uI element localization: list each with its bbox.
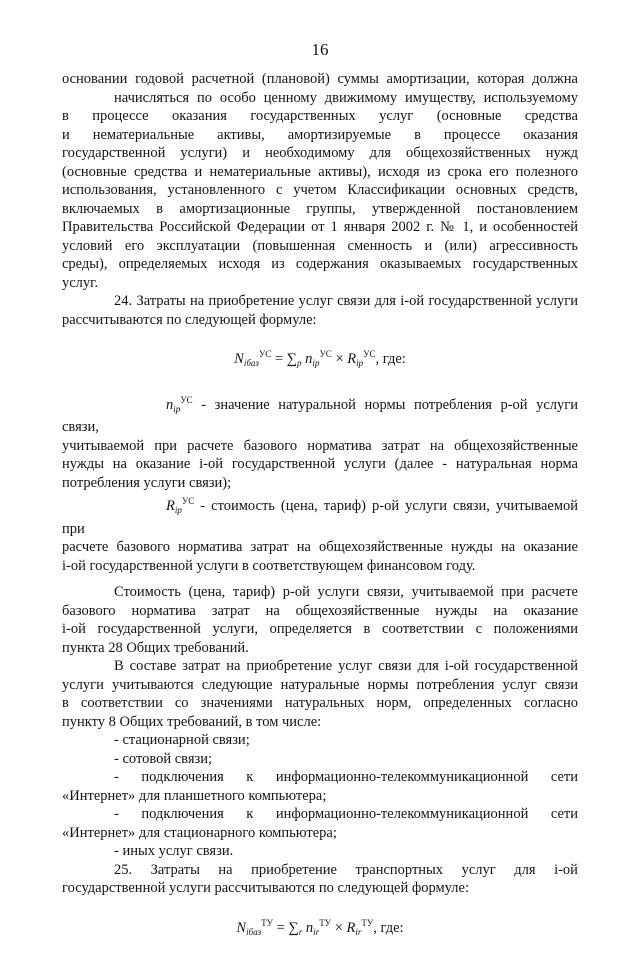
formula-transport (62, 914, 578, 942)
text-line: рассчитываются по следующей формуле: (62, 311, 317, 328)
text-line: услуги учитываются следующие натуральные нормы потребления услуг связи (62, 676, 578, 693)
text-line: среды), определяемых исходя из содержания оказываемых государственных (62, 256, 578, 272)
formula-subscript: ip (173, 403, 181, 414)
formula-superscript: УС (319, 349, 332, 359)
formula-symbol: N (236, 919, 247, 936)
formula-symbol: N (234, 351, 244, 367)
formula-superscript: УС (363, 349, 376, 359)
definition-natural-norm (62, 391, 578, 493)
text-line: i-ой государственной услуги в соответствующем финансовом году. (62, 557, 476, 574)
text-line: включаемых в амортизационные группы, утвержденной постановлением (62, 200, 578, 217)
text-line: учитываемой при расчете базового норматива затрат на общехозяйственные (62, 437, 578, 454)
text-span: - (114, 806, 119, 822)
formula-subscript: r (298, 926, 303, 937)
text-span: - стоимость (цена, тариф) p-ой услуги связи, учитываемой при (62, 498, 578, 537)
definition-first-line (62, 492, 578, 538)
paragraph-25 (62, 861, 578, 898)
text-line: базового норматива затрат на общехозяйственные нужды на оказание (62, 602, 578, 619)
list-item: - стационарной связи; (114, 732, 250, 748)
text-span: услуг (461, 861, 496, 878)
text-line: услуг. (62, 274, 99, 291)
text-line: условий его эксплуатации (повышенная сменность и (или) агрессивность (62, 237, 578, 254)
text-line: 24. Затраты на приобретение услуг связи для i-ой государственной услуги (114, 293, 578, 309)
document-body (62, 70, 578, 959)
formula-symbol: R (347, 351, 357, 367)
list-item: - сотовой связи; (114, 750, 213, 767)
times-sign: × (335, 351, 344, 367)
list-item: - иных услуг связи. (114, 843, 234, 859)
text-line: в соответствии со значениями натуральных норм, определенных согласно (62, 695, 578, 711)
paragraph-composition (62, 657, 578, 731)
text-line: Стоимость (цена, тариф) p-ой услуги связи, учитываемой при расчете (114, 584, 578, 600)
formula-subscript: ir (313, 926, 320, 937)
text-line: «Интернет» для стационарного компьютера; (62, 824, 337, 841)
formula-subscript: ip (312, 358, 320, 368)
formula-superscript: УС (258, 349, 272, 359)
text-span: подключения (141, 806, 224, 822)
times-sign: × (334, 919, 343, 936)
paragraph-24 (62, 292, 578, 329)
formula-superscript: ТУ (261, 917, 273, 928)
formula-subscript: iбаз (243, 358, 259, 368)
formula-subscript: iбаз (246, 926, 262, 937)
definition-cost (62, 492, 578, 575)
formula-communication (62, 345, 578, 373)
text-line (62, 861, 578, 880)
text-line: потребления услуги связи); (62, 474, 232, 491)
text-line: государственной услуги) и необходимому для общехозяйственных нужд (62, 145, 578, 161)
page-number: 16 (311, 40, 329, 59)
formula-symbol: R (166, 498, 175, 514)
definition-first-line (62, 391, 578, 437)
text-line: пункту 8 Общих требований, в том числе: (62, 713, 322, 730)
text-span: 25. (114, 861, 133, 878)
sum-sign: ∑ (286, 351, 298, 367)
text-span: информационно-телекоммуникационной (275, 769, 529, 785)
formula-superscript: УС (180, 394, 193, 405)
formula-symbol: n (305, 351, 313, 367)
text-span: транспортных (355, 861, 444, 878)
formula-subscript: ip (356, 358, 364, 368)
text-span: к (246, 769, 254, 785)
text-span: информационно-телекоммуникационной (275, 806, 529, 822)
text-span: сети (550, 806, 578, 822)
text-line: в процессе оказания государственных услуг (основные средства (62, 108, 578, 124)
text-span: i-ой (554, 861, 578, 878)
text-span: на (218, 861, 233, 878)
text-span: подключения (141, 769, 224, 785)
paragraph-amortization (62, 70, 578, 292)
paragraph-cost (62, 583, 578, 657)
formula-superscript: УС (181, 496, 195, 506)
formula-superscript: ТУ (361, 917, 374, 928)
text-span: - значение натуральной нормы потребления p-ой услуги связи, (62, 396, 578, 435)
formula-symbol: n (166, 396, 174, 413)
list-item (62, 768, 578, 787)
text-span: к (246, 806, 254, 822)
text-line: нужды на оказание i-ой государственной услуги (далее - натуральная норма (62, 456, 578, 472)
text-line: основании годовой расчетной (плановой) суммы амортизации, которая должна (62, 71, 578, 87)
norms-list (62, 731, 578, 861)
text-line: i-ой государственной услуги, определяется в соответствии с положениями (62, 621, 578, 637)
formula-subscript: p (297, 358, 302, 368)
text-line: и нематериальные активы, амортизируемые в процессе оказания (62, 126, 578, 143)
equals-sign: = (276, 919, 285, 936)
text-line: В составе затрат на приобретение услуг связи для i-ой государственной (114, 658, 578, 674)
equals-sign: = (274, 351, 284, 367)
text-line: начисляться по особо ценному движимому имуществу, используемому (114, 89, 578, 106)
text-span: сети (550, 769, 578, 785)
text-line: использования, установленного с учетом Классификации основных средств, (62, 182, 578, 198)
formula-subscript: ip (174, 505, 182, 515)
text-line: пункта 28 Общих требований. (62, 639, 249, 656)
text-line: расчете базового норматива затрат на общехозяйственные нужды на оказание (62, 539, 578, 555)
text-span: - (114, 769, 119, 785)
text-line: государственной услуги рассчитываются по следующей формуле: (62, 880, 470, 896)
text-span: приобретение (251, 861, 337, 878)
formula-tail: , где: (373, 919, 404, 936)
formula-superscript: ТУ (319, 917, 332, 928)
formula-subscript: ir (355, 926, 362, 937)
text-line: Правительства Российской Федерации от 1 января 2002 г. № 1, и особенностей (62, 219, 578, 235)
formula-symbol: n (305, 919, 314, 936)
list-item (62, 805, 578, 824)
text-line: «Интернет» для планшетного компьютера; (62, 787, 327, 804)
text-span: для (514, 861, 536, 878)
formula-symbol: R (346, 919, 356, 936)
text-span: Затраты (150, 861, 200, 878)
sum-sign: ∑ (288, 919, 299, 936)
text-line: (основные средства и нематериальные активы), исходя из срока его полезного (62, 163, 578, 180)
formula-tail: , где: (375, 351, 406, 367)
